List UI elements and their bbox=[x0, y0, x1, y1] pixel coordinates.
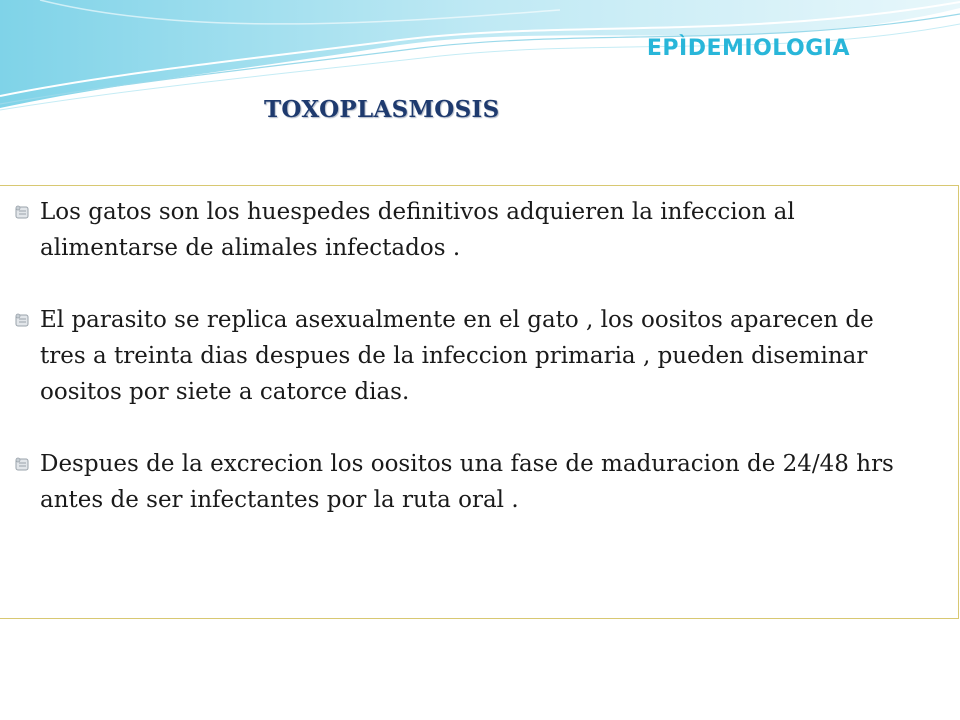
slide-title: TOXOPLASMOSIS bbox=[264, 96, 500, 123]
bullet-scroll-icon bbox=[14, 456, 30, 472]
bullet-item bbox=[14, 194, 914, 266]
bullet-text: Despues de la excrecion los oositos una fase de maduracion de 24/48 hrs antes de ser infectantes por la ruta oral . bbox=[40, 451, 894, 513]
bullet-scroll-icon bbox=[14, 204, 30, 220]
bullet-scroll-icon bbox=[14, 312, 30, 328]
content-box bbox=[0, 185, 959, 619]
bullet-item bbox=[14, 302, 914, 410]
section-title: EPÌDEMIOLOGIA bbox=[646, 36, 850, 61]
bullet-text: Los gatos son los huespedes definitivos adquieren la infeccion al alimentarse de alimales infectados . bbox=[40, 199, 795, 261]
bullet-text: El parasito se replica asexualmente en el gato , los oositos aparecen de tres a treinta dias despues de la infeccion primaria , pueden diseminar oositos por siete a catorce dias. bbox=[40, 307, 874, 405]
bullet-list bbox=[14, 194, 914, 554]
bullet-item bbox=[14, 446, 914, 518]
